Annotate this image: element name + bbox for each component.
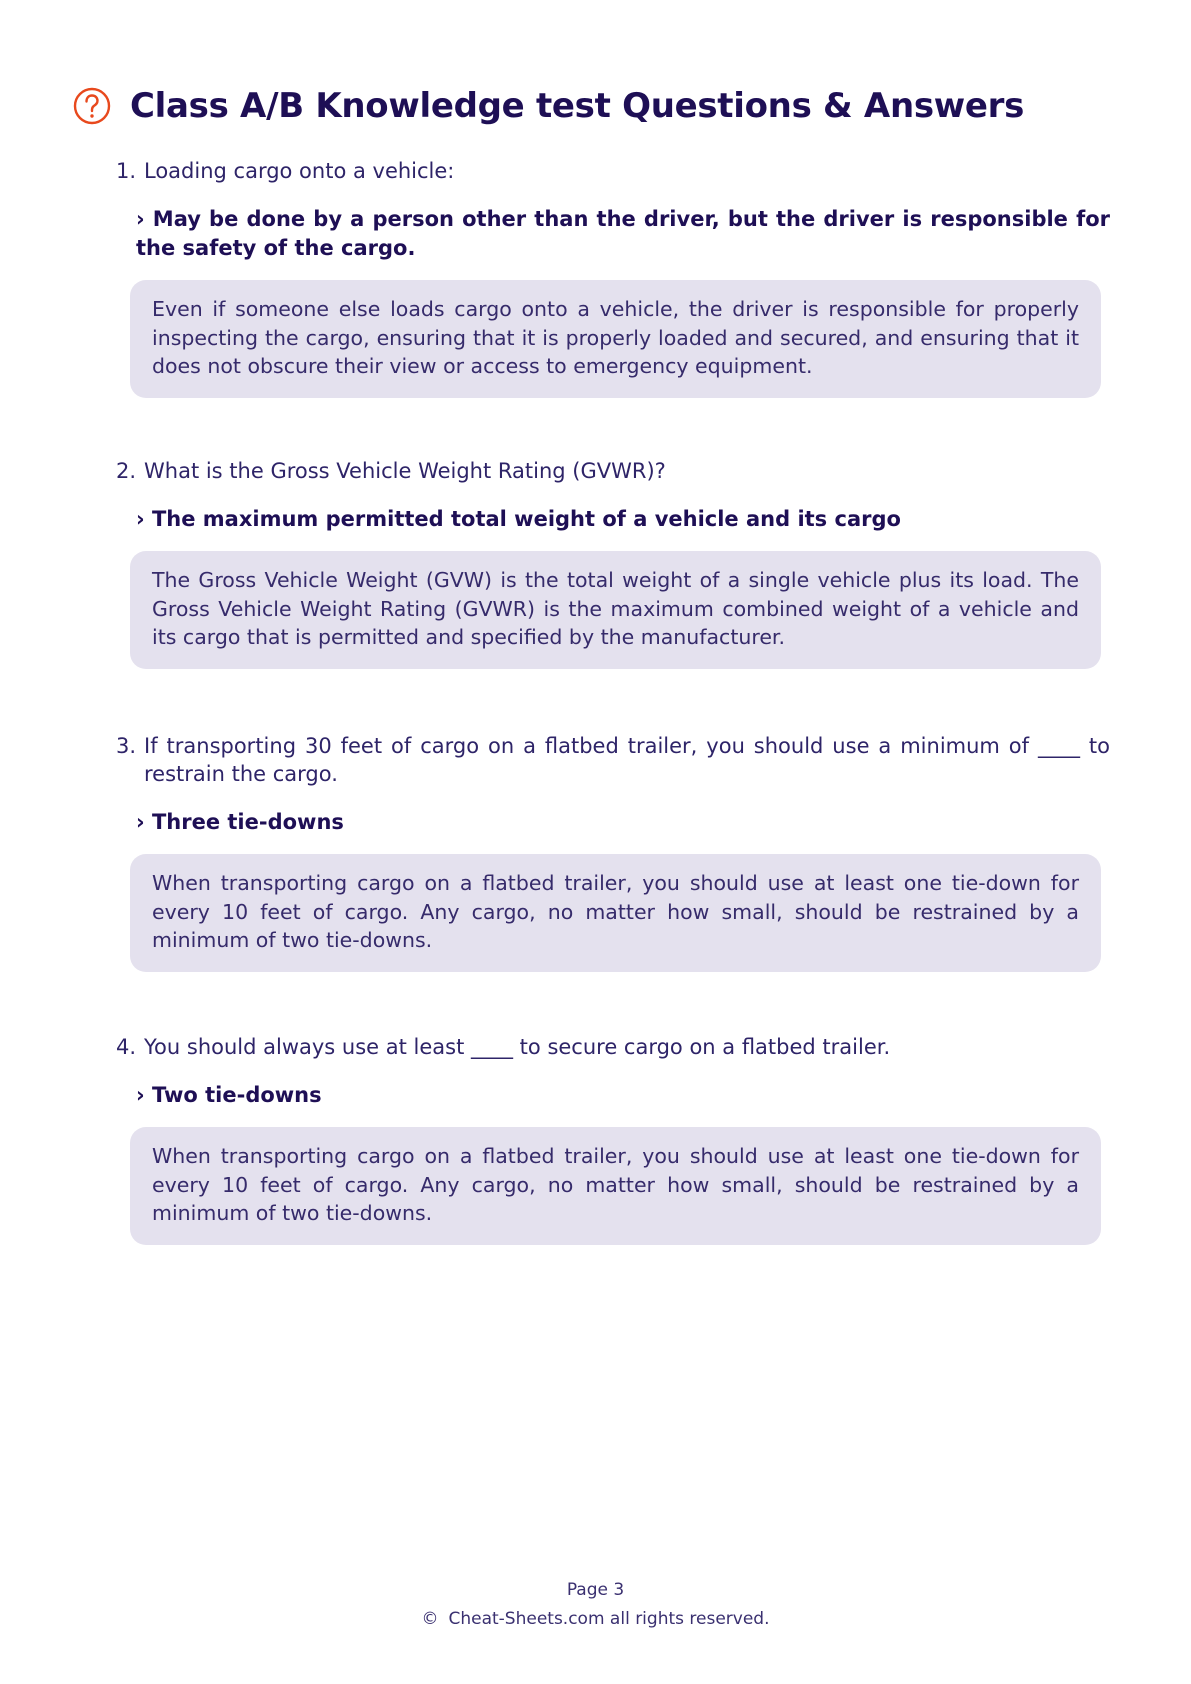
explanation-box: When transporting cargo on a flatbed trailer, you should use at least one tie-down for every 10 feet of cargo. Any cargo, no matter how small, should be restrained by a minimum of two tie-downs.	[130, 854, 1101, 972]
explanation-box: The Gross Vehicle Weight (GVW) is the total weight of a single vehicle plus its load. The Gross Vehicle Weight Rating (GVWR) is the maximum combined weight of a vehicle and its cargo that is permitted and specified by the manufacturer.	[130, 551, 1101, 669]
question-text: Loading cargo onto a vehicle:	[144, 159, 455, 183]
question-item	[100, 1033, 1110, 1245]
question-text: What is the Gross Vehicle Weight Rating (GVWR)?	[144, 459, 666, 483]
question-number: 3.	[115, 734, 136, 758]
page-number: Page 3	[566, 1580, 625, 1600]
copyright-notice	[0, 1609, 1191, 1629]
question-number: 4.	[115, 1035, 136, 1059]
answer-text: › The maximum permitted total weight of a vehicle and its cargo	[136, 507, 901, 531]
question-circle-icon	[72, 86, 112, 126]
page-title: Class A/B Knowledge test Questions & Answers	[130, 86, 1025, 126]
copyright-symbol: ©	[421, 1609, 439, 1629]
answer-text: › May be done by a person other than the driver, but the driver is responsible for the safety of the cargo.	[136, 207, 1110, 260]
answer-text: › Three tie-downs	[136, 810, 344, 834]
question-item	[100, 457, 1110, 669]
question-item	[100, 732, 1110, 972]
explanation-box: When transporting cargo on a flatbed trailer, you should use at least one tie-down for every 10 feet of cargo. Any cargo, no matter how small, should be restrained by a minimum of two tie-downs.	[130, 1127, 1101, 1245]
question-text: You should always use at least ____ to secure cargo on a flatbed trailer.	[144, 1035, 891, 1059]
answer-text: › Two tie-downs	[136, 1083, 322, 1107]
explanation-box: Even if someone else loads cargo onto a vehicle, the driver is responsible for properly inspecting the cargo, ensuring that it is properly loaded and secured, and ensuring that it does not obscure their view or access to emergency equipment.	[130, 280, 1101, 398]
header	[72, 86, 1024, 126]
copyright-text: Cheat-Sheets.com all rights reserved.	[448, 1609, 770, 1629]
question-item	[100, 157, 1110, 398]
question-number: 1.	[115, 159, 136, 183]
question-text: If transporting 30 feet of cargo on a flatbed trailer, you should use a minimum of ____ to restrain the cargo.	[144, 734, 1110, 786]
question-number: 2.	[115, 459, 136, 483]
